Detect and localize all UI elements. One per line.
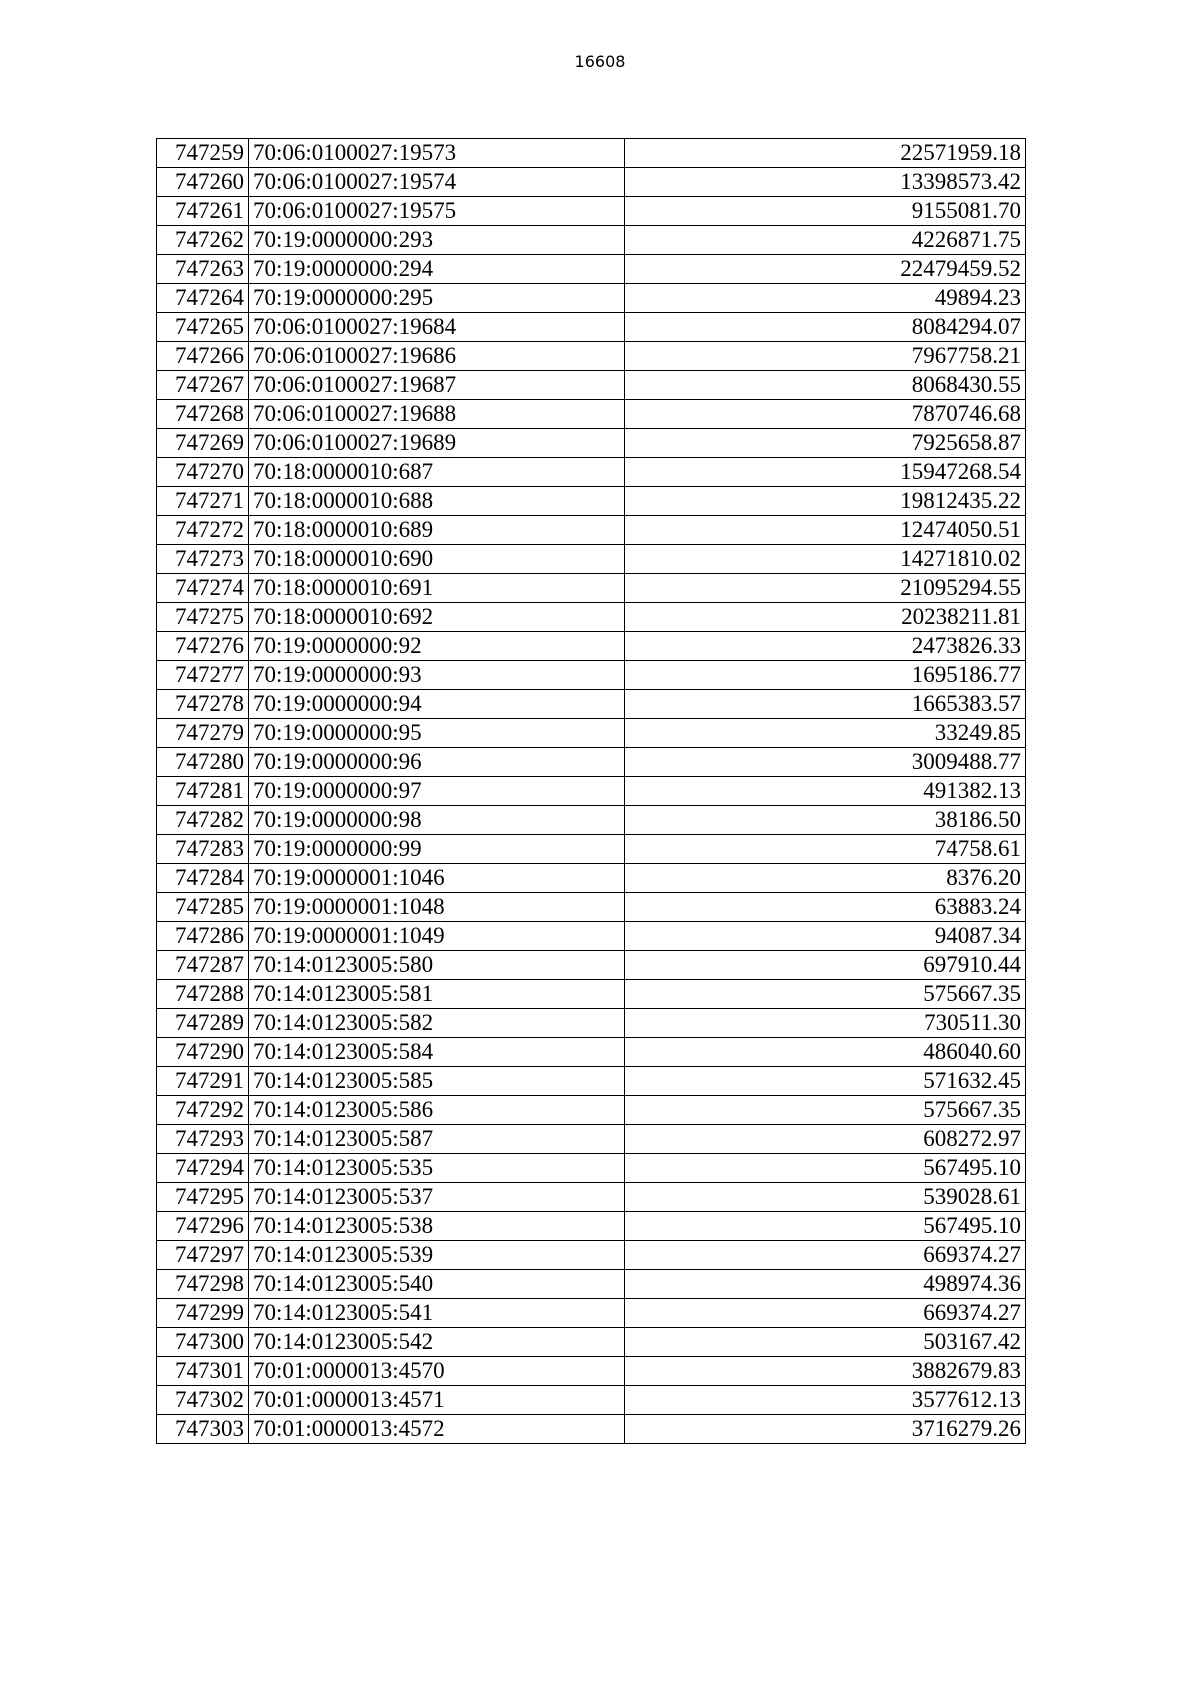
- cadastral-number-cell: 70:19:0000000:293: [249, 226, 625, 255]
- table-row: [157, 1386, 1026, 1415]
- cadastral-number-cell: 70:18:0000010:688: [249, 487, 625, 516]
- cadastral-number-cell: 70:18:0000010:687: [249, 458, 625, 487]
- cadastral-number-cell: 70:06:0100027:19688: [249, 400, 625, 429]
- cadastral-value-cell: 7925658.87: [625, 429, 1026, 458]
- row-number-cell: 747291: [157, 1067, 249, 1096]
- cadastral-value-cell: 571632.45: [625, 1067, 1026, 1096]
- table-row: [157, 1009, 1026, 1038]
- cadastral-value-cell: 697910.44: [625, 951, 1026, 980]
- cadastral-value-cell: 567495.10: [625, 1212, 1026, 1241]
- cadastral-value-cell: 63883.24: [625, 893, 1026, 922]
- cadastral-number-cell: 70:14:0123005:541: [249, 1299, 625, 1328]
- row-number-cell: 747302: [157, 1386, 249, 1415]
- cadastral-number-cell: 70:06:0100027:19573: [249, 139, 625, 168]
- cadastral-value-cell: 15947268.54: [625, 458, 1026, 487]
- row-number-cell: 747295: [157, 1183, 249, 1212]
- cadastral-number-cell: 70:14:0123005:584: [249, 1038, 625, 1067]
- table-row: [157, 922, 1026, 951]
- cadastral-value-cell: 3716279.26: [625, 1415, 1026, 1444]
- cadastral-number-cell: 70:19:0000000:294: [249, 255, 625, 284]
- row-number-cell: 747299: [157, 1299, 249, 1328]
- cadastral-value-cell: 4226871.75: [625, 226, 1026, 255]
- table-row: [157, 574, 1026, 603]
- table-row: [157, 255, 1026, 284]
- cadastral-number-cell: 70:06:0100027:19575: [249, 197, 625, 226]
- row-number-cell: 747264: [157, 284, 249, 313]
- cadastral-value-cell: 575667.35: [625, 1096, 1026, 1125]
- row-number-cell: 747303: [157, 1415, 249, 1444]
- cadastral-value-cell: 608272.97: [625, 1125, 1026, 1154]
- cadastral-number-cell: 70:01:0000013:4572: [249, 1415, 625, 1444]
- row-number-cell: 747290: [157, 1038, 249, 1067]
- row-number-cell: 747280: [157, 748, 249, 777]
- table-row: [157, 139, 1026, 168]
- cadastral-number-cell: 70:19:0000001:1049: [249, 922, 625, 951]
- cadastral-number-cell: 70:19:0000000:98: [249, 806, 625, 835]
- cadastral-number-cell: 70:19:0000001:1046: [249, 864, 625, 893]
- table-row: [157, 516, 1026, 545]
- cadastral-number-cell: 70:18:0000010:691: [249, 574, 625, 603]
- cadastral-value-cell: 38186.50: [625, 806, 1026, 835]
- row-number-cell: 747260: [157, 168, 249, 197]
- cadastral-value-cell: 22571959.18: [625, 139, 1026, 168]
- row-number-cell: 747284: [157, 864, 249, 893]
- cadastral-number-cell: 70:14:0123005:537: [249, 1183, 625, 1212]
- cadastral-number-cell: 70:14:0123005:585: [249, 1067, 625, 1096]
- table-row: [157, 951, 1026, 980]
- table-row: [157, 806, 1026, 835]
- table-row: [157, 284, 1026, 313]
- table-row: [157, 690, 1026, 719]
- cadastral-value-cell: 9155081.70: [625, 197, 1026, 226]
- cadastral-number-cell: 70:19:0000000:295: [249, 284, 625, 313]
- cadastral-value-cell: 575667.35: [625, 980, 1026, 1009]
- row-number-cell: 747298: [157, 1270, 249, 1299]
- cadastral-number-cell: 70:18:0000010:689: [249, 516, 625, 545]
- cadastral-value-cell: 539028.61: [625, 1183, 1026, 1212]
- cadastral-value-cell: 491382.13: [625, 777, 1026, 806]
- cadastral-value-cell: 12474050.51: [625, 516, 1026, 545]
- table-row: [157, 226, 1026, 255]
- row-number-cell: 747281: [157, 777, 249, 806]
- cadastral-value-cell: 2473826.33: [625, 632, 1026, 661]
- cadastral-number-cell: 70:19:0000000:97: [249, 777, 625, 806]
- cadastral-value-cell: 1665383.57: [625, 690, 1026, 719]
- table-row: [157, 980, 1026, 1009]
- cadastral-number-cell: 70:18:0000010:692: [249, 603, 625, 632]
- table-row: [157, 1038, 1026, 1067]
- cadastral-number-cell: 70:18:0000010:690: [249, 545, 625, 574]
- row-number-cell: 747287: [157, 951, 249, 980]
- row-number-cell: 747294: [157, 1154, 249, 1183]
- cadastral-number-cell: 70:14:0123005:535: [249, 1154, 625, 1183]
- table-row: [157, 1183, 1026, 1212]
- table-row: [157, 893, 1026, 922]
- cadastral-value-cell: 19812435.22: [625, 487, 1026, 516]
- table-row: [157, 1096, 1026, 1125]
- table-row: [157, 835, 1026, 864]
- cadastral-value-cell: 22479459.52: [625, 255, 1026, 284]
- cadastral-value-cell: 1695186.77: [625, 661, 1026, 690]
- table-row: [157, 1270, 1026, 1299]
- table-row: [157, 1241, 1026, 1270]
- cadastral-number-cell: 70:19:0000000:96: [249, 748, 625, 777]
- row-number-cell: 747262: [157, 226, 249, 255]
- row-number-cell: 747265: [157, 313, 249, 342]
- row-number-cell: 747267: [157, 371, 249, 400]
- cadastral-value-cell: 13398573.42: [625, 168, 1026, 197]
- row-number-cell: 747278: [157, 690, 249, 719]
- cadastral-number-cell: 70:14:0123005:580: [249, 951, 625, 980]
- row-number-cell: 747266: [157, 342, 249, 371]
- row-number-cell: 747296: [157, 1212, 249, 1241]
- cadastral-value-cell: 8068430.55: [625, 371, 1026, 400]
- row-number-cell: 747271: [157, 487, 249, 516]
- cadastral-value-cell: 20238211.81: [625, 603, 1026, 632]
- cadastral-value-cell: 3009488.77: [625, 748, 1026, 777]
- row-number-cell: 747272: [157, 516, 249, 545]
- table-row: [157, 168, 1026, 197]
- cadastral-value-cell: 498974.36: [625, 1270, 1026, 1299]
- row-number-cell: 747279: [157, 719, 249, 748]
- row-number-cell: 747276: [157, 632, 249, 661]
- cadastral-value-cell: 503167.42: [625, 1328, 1026, 1357]
- row-number-cell: 747301: [157, 1357, 249, 1386]
- table-row: [157, 1357, 1026, 1386]
- cadastral-value-table: [156, 138, 1026, 1444]
- cadastral-value-cell: 730511.30: [625, 1009, 1026, 1038]
- cadastral-number-cell: 70:06:0100027:19684: [249, 313, 625, 342]
- table-row: [157, 661, 1026, 690]
- cadastral-number-cell: 70:14:0123005:542: [249, 1328, 625, 1357]
- cadastral-number-cell: 70:19:0000001:1048: [249, 893, 625, 922]
- cadastral-value-cell: 33249.85: [625, 719, 1026, 748]
- table-body: [157, 139, 1026, 1444]
- row-number-cell: 747283: [157, 835, 249, 864]
- cadastral-value-cell: 74758.61: [625, 835, 1026, 864]
- cadastral-number-cell: 70:14:0123005:538: [249, 1212, 625, 1241]
- cadastral-number-cell: 70:19:0000000:99: [249, 835, 625, 864]
- cadastral-number-cell: 70:14:0123005:540: [249, 1270, 625, 1299]
- cadastral-number-cell: 70:14:0123005:582: [249, 1009, 625, 1038]
- cadastral-number-cell: 70:14:0123005:586: [249, 1096, 625, 1125]
- page-number: 16608: [574, 52, 626, 71]
- row-number-cell: 747289: [157, 1009, 249, 1038]
- cadastral-number-cell: 70:19:0000000:93: [249, 661, 625, 690]
- table-row: [157, 864, 1026, 893]
- row-number-cell: 747286: [157, 922, 249, 951]
- row-number-cell: 747297: [157, 1241, 249, 1270]
- table-row: [157, 545, 1026, 574]
- row-number-cell: 747292: [157, 1096, 249, 1125]
- row-number-cell: 747270: [157, 458, 249, 487]
- row-number-cell: 747268: [157, 400, 249, 429]
- row-number-cell: 747293: [157, 1125, 249, 1154]
- cadastral-value-cell: 14271810.02: [625, 545, 1026, 574]
- cadastral-value-cell: 7967758.21: [625, 342, 1026, 371]
- table-row: [157, 1299, 1026, 1328]
- cadastral-value-cell: 8084294.07: [625, 313, 1026, 342]
- table-row: [157, 632, 1026, 661]
- table-row: [157, 1415, 1026, 1444]
- cadastral-number-cell: 70:14:0123005:539: [249, 1241, 625, 1270]
- cadastral-number-cell: 70:19:0000000:95: [249, 719, 625, 748]
- cadastral-value-cell: 486040.60: [625, 1038, 1026, 1067]
- cadastral-number-cell: 70:06:0100027:19574: [249, 168, 625, 197]
- row-number-cell: 747259: [157, 139, 249, 168]
- row-number-cell: 747261: [157, 197, 249, 226]
- table-row: [157, 1328, 1026, 1357]
- cadastral-value-cell: 3882679.83: [625, 1357, 1026, 1386]
- row-number-cell: 747282: [157, 806, 249, 835]
- table-row: [157, 1154, 1026, 1183]
- cadastral-value-cell: 21095294.55: [625, 574, 1026, 603]
- row-number-cell: 747275: [157, 603, 249, 632]
- cadastral-value-cell: 94087.34: [625, 922, 1026, 951]
- table-row: [157, 748, 1026, 777]
- row-number-cell: 747285: [157, 893, 249, 922]
- cadastral-number-cell: 70:06:0100027:19687: [249, 371, 625, 400]
- table-row: [157, 458, 1026, 487]
- table-row: [157, 487, 1026, 516]
- cadastral-value-cell: 8376.20: [625, 864, 1026, 893]
- table-row: [157, 1067, 1026, 1096]
- table-row: [157, 777, 1026, 806]
- table-row: [157, 313, 1026, 342]
- row-number-cell: 747288: [157, 980, 249, 1009]
- cadastral-number-cell: 70:01:0000013:4571: [249, 1386, 625, 1415]
- table-row: [157, 197, 1026, 226]
- table-row: [157, 371, 1026, 400]
- table-row: [157, 400, 1026, 429]
- cadastral-value-cell: 49894.23: [625, 284, 1026, 313]
- row-number-cell: 747263: [157, 255, 249, 284]
- cadastral-value-cell: 669374.27: [625, 1241, 1026, 1270]
- cadastral-number-cell: 70:19:0000000:94: [249, 690, 625, 719]
- table-row: [157, 342, 1026, 371]
- row-number-cell: 747269: [157, 429, 249, 458]
- row-number-cell: 747300: [157, 1328, 249, 1357]
- cadastral-value-cell: 567495.10: [625, 1154, 1026, 1183]
- cadastral-number-cell: 70:06:0100027:19689: [249, 429, 625, 458]
- table-row: [157, 1212, 1026, 1241]
- cadastral-value-cell: 669374.27: [625, 1299, 1026, 1328]
- cadastral-value-cell: 3577612.13: [625, 1386, 1026, 1415]
- row-number-cell: 747273: [157, 545, 249, 574]
- table-row: [157, 719, 1026, 748]
- cadastral-number-cell: 70:19:0000000:92: [249, 632, 625, 661]
- table-row: [157, 1125, 1026, 1154]
- table-row: [157, 429, 1026, 458]
- row-number-cell: 747277: [157, 661, 249, 690]
- cadastral-number-cell: 70:14:0123005:581: [249, 980, 625, 1009]
- row-number-cell: 747274: [157, 574, 249, 603]
- cadastral-number-cell: 70:14:0123005:587: [249, 1125, 625, 1154]
- cadastral-number-cell: 70:01:0000013:4570: [249, 1357, 625, 1386]
- cadastral-number-cell: 70:06:0100027:19686: [249, 342, 625, 371]
- table-row: [157, 603, 1026, 632]
- cadastral-value-cell: 7870746.68: [625, 400, 1026, 429]
